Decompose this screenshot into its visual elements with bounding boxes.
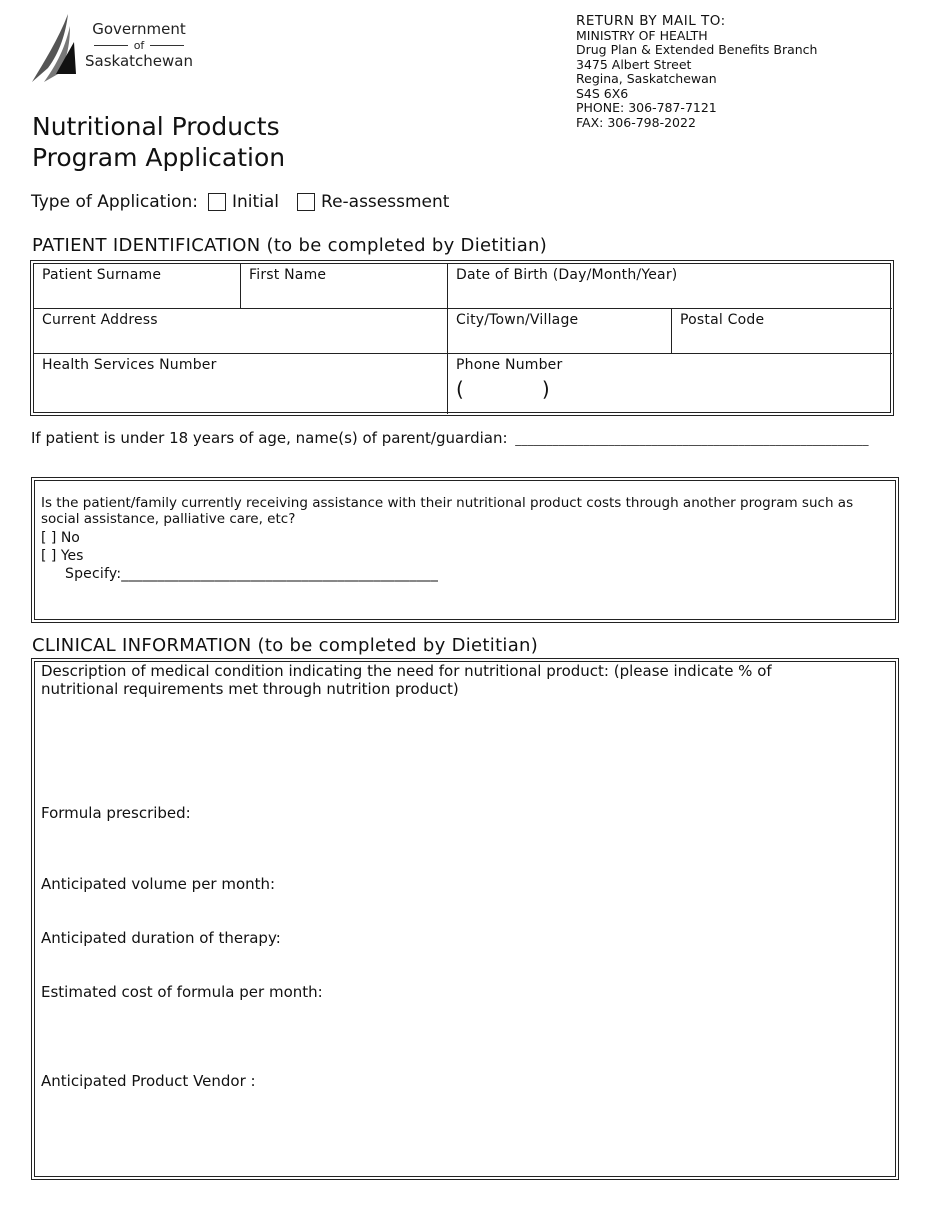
formula-cost-field[interactable]: Estimated cost of formula per month: <box>41 983 323 1001</box>
medical-condition-field[interactable]: Description of medical condition indicating the need for nutritional product: (please indicate % of nutritional requirements met through nutrition product) <box>41 662 772 698</box>
clinical-information-heading: CLINICAL INFORMATION (to be completed by Dietitian) <box>32 635 539 656</box>
patient-surname-field[interactable] <box>34 264 241 309</box>
guardian-label: If patient is under 18 years of age, name(s) of parent/guardian: <box>31 429 508 447</box>
application-type <box>31 190 449 214</box>
return-line: Regina, Saskatchewan <box>576 71 717 86</box>
return-line: 3475 Albert Street <box>576 56 692 72</box>
dob-field[interactable] <box>448 264 892 309</box>
health-services-number-label: Health Services Number <box>42 357 217 373</box>
logo-of: of <box>133 39 145 52</box>
therapy-duration-field[interactable]: Anticipated duration of therapy: <box>41 929 281 947</box>
phone-open-paren: ( <box>456 377 464 401</box>
assistance-box <box>31 477 899 623</box>
return-address <box>576 14 817 130</box>
patient-identification-table <box>30 260 894 416</box>
formula-prescribed-field[interactable]: Formula prescribed: <box>41 804 191 822</box>
logo-saskatchewan: Saskatchewan <box>85 52 193 70</box>
initial-checkbox[interactable] <box>208 193 226 211</box>
clinical-information-box <box>31 658 899 1180</box>
first-name-field[interactable] <box>241 264 448 309</box>
product-vendor-field[interactable]: Anticipated Product Vendor : <box>41 1072 256 1090</box>
logo-wordmark <box>84 20 194 71</box>
reassessment-label: Re-assessment <box>321 192 450 212</box>
return-line: S4S 6X6 <box>576 85 629 101</box>
volume-per-month-field[interactable]: Anticipated volume per month: <box>41 875 276 893</box>
patient-identification-heading: PATIENT IDENTIFICATION (to be completed by Dietitian) <box>32 235 548 256</box>
postal-code-label: Postal Code <box>680 312 765 328</box>
initial-label: Initial <box>231 192 280 212</box>
logo-government: Government <box>92 20 186 38</box>
guardian-line[interactable] <box>31 428 869 449</box>
page-title <box>32 111 285 173</box>
phone-area-code <box>456 377 884 401</box>
health-services-number-field[interactable] <box>34 354 448 414</box>
return-line: PHONE: 306-787-7121 <box>576 100 717 115</box>
reassessment-checkbox[interactable] <box>297 193 315 211</box>
return-line: Drug Plan & Extended Benefits Branch <box>576 42 818 57</box>
phone-number-label: Phone Number <box>456 357 563 373</box>
assistance-no-option[interactable]: [ ] No <box>41 530 80 546</box>
guardian-blank: _________________________________________________________ <box>515 432 869 446</box>
assistance-question: Is the patient/family currently receiving assistance with their nutritional product costs through another program such as social assistance, palliative care, etc? <box>41 495 854 527</box>
first-name-label: First Name <box>249 267 327 283</box>
application-type-label: Type of Application: <box>31 192 198 212</box>
current-address-field[interactable] <box>34 309 448 354</box>
postal-code-field[interactable] <box>672 309 892 354</box>
city-field[interactable] <box>448 309 672 354</box>
return-line: FAX: 306-798-2022 <box>576 114 696 130</box>
title-line-1: Nutritional Products <box>32 112 280 141</box>
current-address-label: Current Address <box>42 312 158 328</box>
return-heading: RETURN BY MAIL TO: <box>576 13 726 29</box>
assistance-yes-option[interactable]: [ ] Yes <box>41 548 84 564</box>
assistance-specify-field[interactable]: Specify:____________________________________________ <box>65 566 439 582</box>
city-label: City/Town/Village <box>456 312 579 328</box>
return-line: MINISTRY OF HEALTH <box>576 27 708 43</box>
patient-surname-label: Patient Surname <box>42 267 162 283</box>
title-line-2: Program Application <box>32 143 286 172</box>
dob-label: Date of Birth (Day/Month/Year) <box>456 267 678 283</box>
phone-close-paren: ) <box>541 377 550 401</box>
phone-number-field[interactable] <box>448 354 892 414</box>
